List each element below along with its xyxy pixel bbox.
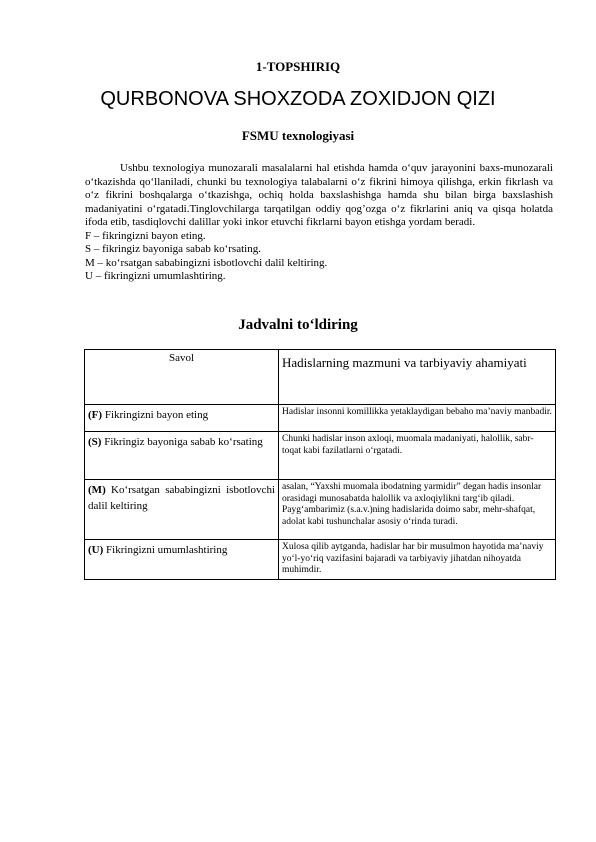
question-text: Fikringizni bayon eting	[102, 409, 209, 421]
table-row-m	[85, 480, 556, 540]
question-text: Ko‘rsatgan sababingizni isbotlovchi dalil keltiring	[88, 484, 275, 512]
question-cell-m	[85, 480, 279, 540]
student-name: QURBONOVA SHOXZODA ZOXIDJON QIZI	[100, 88, 496, 110]
question-cell-f	[85, 405, 279, 432]
intro-line-m: M – ko‘rsatgan sababingizni isbotlovchi dalil keltiring.	[85, 256, 328, 269]
question-text: Fikringiz bayoniga sabab ko‘rsating	[101, 436, 263, 448]
col1-header: Savol	[85, 350, 279, 405]
table-header-row	[85, 350, 556, 405]
fsmu-table	[84, 349, 556, 580]
intro-line-f: F – fikringizni bayon eting.	[85, 229, 206, 242]
row-letter: (F)	[88, 409, 103, 421]
table-row-u	[85, 540, 556, 580]
table-row-s	[85, 432, 556, 480]
table-row-f	[85, 405, 556, 432]
question-cell-u	[85, 540, 279, 580]
question-cell-s	[85, 432, 279, 480]
row-letter: (U)	[88, 544, 104, 556]
intro-paragraph: Ushbu texnologiya munozarali masalalarni hal etishda hamda o‘quv jarayonini baxs-munozarali o‘tkazishda qo‘llaniladi, chunki bu texnologiya talabalarni o‘z fikrini himoya qilishga, erkin fikrlash va o‘z fikrini boshqalarga o‘tkazishga, ochiq holda baxslashishga hamda shu bilan birga baxslashish madaniyatini o‘rgatadi.Tinglovchilarga tarqatilgan oddiy qog’ozga o‘z fikrlarini aniq va qisqa holatda ifoda etib, tasdiqlovchi dalillar yoki inkor etuvchi fikrlarni bayon etishga yordam beradi.	[85, 162, 553, 228]
table-heading: Jadvalni to‘ldiring	[238, 317, 358, 333]
row-letter: (S)	[88, 436, 102, 448]
col2-header: Hadislarning mazmuni va tarbiyaviy ahamiyati	[279, 350, 556, 405]
answer-cell-s: Chunki hadislar inson axloqi, muomala madaniyati, halollik, sabr-toqat kabi fazilatlarni o‘rgatadi.	[279, 432, 556, 480]
answer-cell-m: asalan, “Yaxshi muomala ibodatning yarmidir” degan hadis insonlar orasidagi munosabatda halollik va axloqiylikni targ‘ib qiladi. Payg‘ambarimiz (s.a.v.)ning hadislarida doimo sabr, mehr-shafqat, adolat kabi tushunchalar asosiy o‘rinda turadi.	[279, 480, 556, 540]
method-title: FSMU texnologiyasi	[241, 128, 355, 143]
intro-section	[85, 162, 553, 284]
intro-line-s: S – fikringiz bayoniga sabab ko‘rsating.	[85, 243, 261, 255]
task-title: 1-TOPSHIRIQ	[255, 59, 341, 74]
row-letter: (M)	[88, 484, 106, 496]
intro-line-u: U – fikringizni umumlashtiring.	[85, 270, 226, 282]
answer-cell-u: Xulosa qilib aytganda, hadislar har bir musulmon hayotida ma’naviy yo‘l-yo‘riq vazifasini bajaradi va tarbiyaviy jihatdan nihoyatda muhimdir.	[279, 540, 556, 580]
question-text: Fikringizni umumlashtiring	[103, 544, 228, 556]
answer-cell-f: Hadislar insonni komillikka yetaklaydigan bebaho ma’naviy manbadir.	[279, 405, 556, 432]
